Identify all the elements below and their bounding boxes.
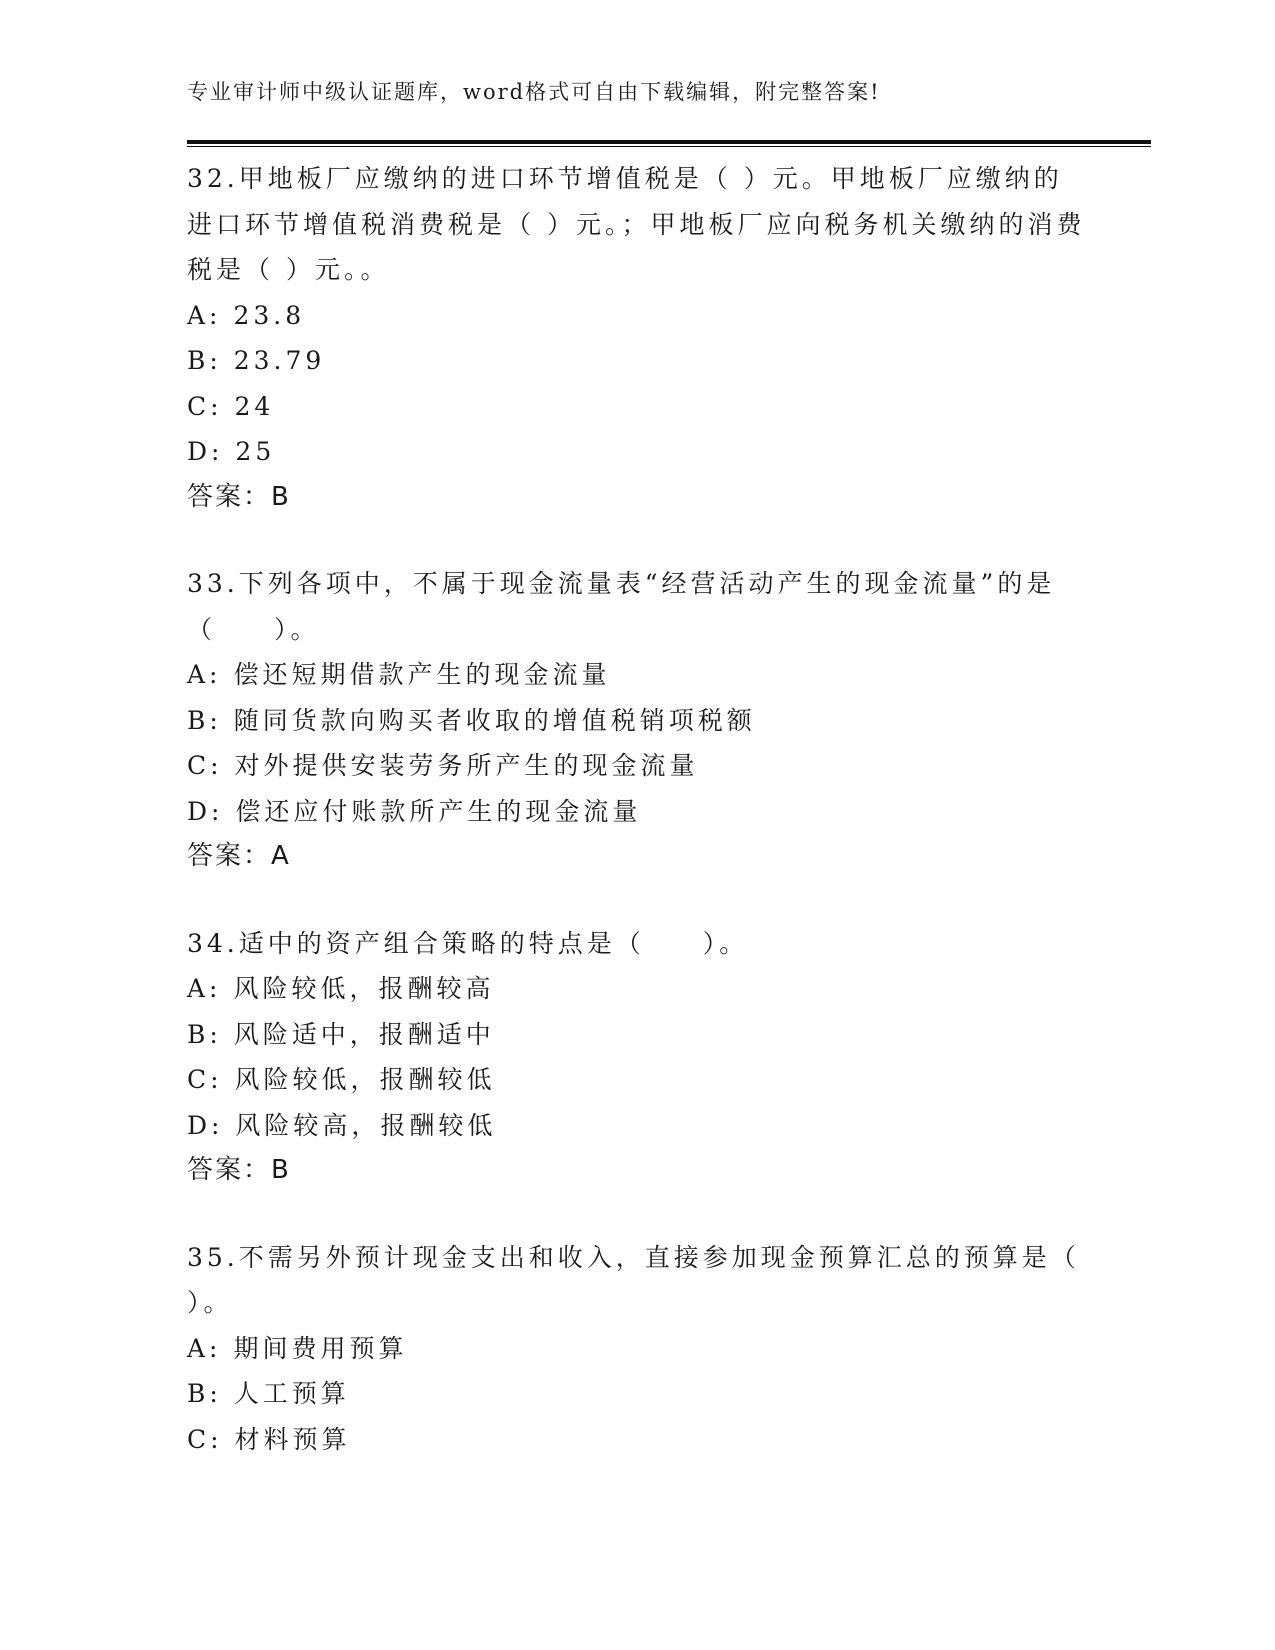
question-text: 33.下列各项中，不属于现金流量表“经营活动产生的现金流量”的是（ ）。 xyxy=(187,569,1056,644)
option-c xyxy=(187,1057,1087,1103)
question-35 xyxy=(187,1235,1087,1463)
option-b xyxy=(187,1012,1087,1058)
question-text: 34.适中的资产组合策略的特点是（ ）。 xyxy=(187,928,749,958)
question-text: 32.甲地板厂应缴纳的进口环节增值税是（ ）元。甲地板厂应缴纳的进口环节增值税消费税是（ ）元。；甲地板厂应向税务机关缴纳的消费税是（ ）元。。 xyxy=(187,164,1086,284)
option-a xyxy=(187,652,1087,698)
option-c xyxy=(187,384,1087,430)
option-text: 23.8 xyxy=(233,300,306,330)
option-text: 期间费用预算 xyxy=(233,1333,408,1363)
option-text: 风险较高，报酬较低 xyxy=(235,1110,497,1140)
option-text: 材料预算 xyxy=(234,1424,351,1454)
option-b xyxy=(187,698,1087,744)
option-letter: B: xyxy=(187,705,222,735)
option-letter: D: xyxy=(187,1110,224,1140)
option-letter: B: xyxy=(187,346,222,375)
option-letter: C: xyxy=(187,751,223,780)
answer: 答案：A xyxy=(187,841,291,871)
answer: 答案：B xyxy=(187,481,291,512)
option-text: 25 xyxy=(235,437,276,466)
option-c xyxy=(187,743,1087,789)
option-b xyxy=(187,1371,1087,1417)
option-letter: A: xyxy=(187,660,222,689)
page-header: 专业审计师中级认证题库，word格式可自由下载编辑，附完整答案! xyxy=(187,80,881,104)
option-text: 偿还应付账款所产生的现金流量 xyxy=(235,796,642,826)
option-letter: C: xyxy=(187,1424,223,1454)
option-text: 风险较低，报酬较高 xyxy=(233,974,495,1003)
option-letter: B: xyxy=(187,1379,222,1408)
option-letter: C: xyxy=(187,391,223,421)
option-letter: C: xyxy=(187,1065,223,1094)
question-list xyxy=(187,156,1087,1503)
header-rule-thin xyxy=(187,146,1151,147)
question-33 xyxy=(187,561,1087,880)
option-letter: A: xyxy=(187,300,222,330)
option-letter: A: xyxy=(187,974,222,1003)
option-d xyxy=(187,1103,1087,1149)
option-d xyxy=(187,789,1087,835)
option-text: 人工预算 xyxy=(233,1379,350,1408)
option-a xyxy=(187,293,1087,339)
option-a xyxy=(187,966,1087,1012)
question-32 xyxy=(187,156,1087,520)
option-text: 随同货款向购买者收取的增值税销项税额 xyxy=(233,705,756,735)
question-34 xyxy=(187,921,1087,1194)
option-b xyxy=(187,338,1087,384)
option-text: 24 xyxy=(234,391,275,421)
option-text: 风险适中，报酬适中 xyxy=(233,1019,495,1049)
option-text: 23.79 xyxy=(233,346,326,375)
option-letter: D: xyxy=(187,437,224,466)
option-d xyxy=(187,429,1087,475)
option-text: 偿还短期借款产生的现金流量 xyxy=(233,660,611,689)
option-a xyxy=(187,1326,1087,1372)
option-text: 对外提供安装劳务所产生的现金流量 xyxy=(234,751,699,780)
option-text: 风险较低，报酬较低 xyxy=(234,1065,496,1094)
answer: 答案：B xyxy=(187,1155,291,1185)
option-letter: A: xyxy=(187,1333,222,1363)
option-letter: D: xyxy=(187,796,224,826)
header-rule-thick xyxy=(187,140,1151,144)
question-text: 35.不需另外预计现金支出和收入，直接参加现金预算汇总的预算是（ ）。 xyxy=(187,1242,1080,1317)
option-c xyxy=(187,1417,1087,1463)
option-letter: B: xyxy=(187,1019,222,1049)
